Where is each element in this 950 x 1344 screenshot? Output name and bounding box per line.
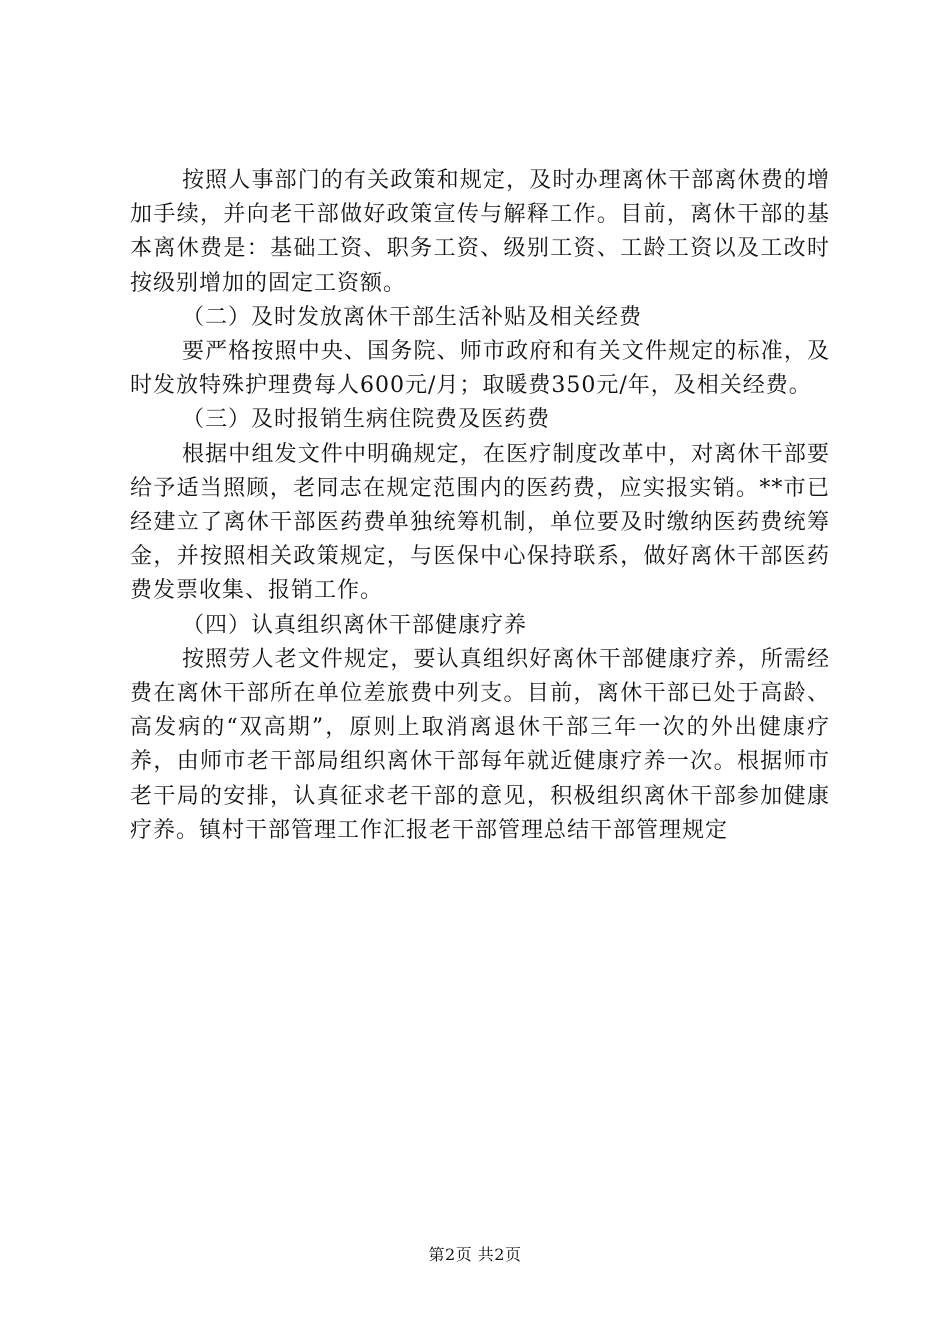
document-body	[130, 164, 830, 848]
paragraph-medical-reimbursement: 根据中组发文件中明确规定，在医疗制度改革中，对离休干部要给予适当照顾，老同志在规定范围内的医药费，应实报实销。**市已经建立了离休干部医药费单独统筹机制，单位要及时缴纳医药费统筹金，并按照相关政策规定，与医保中心保持联系，做好离休干部医药费发票收集、报销工作。	[130, 441, 830, 604]
section-heading-4: （四）认真组织离休干部健康疗养	[182, 612, 528, 638]
paragraph-retirement-fee: 按照人事部门的有关政策和规定，及时办理离休干部离休费的增加手续，并向老干部做好政策宣传与解释工作。目前，离休干部的基本离休费是：基础工资、职务工资、级别工资、工龄工资以及工改时按级别增加的固定工资额。	[130, 168, 830, 296]
page-footer: 第2页 共2页	[428, 1245, 522, 1264]
paragraph-living-subsidy: 要严格按照中央、国务院、师市政府和有关文件规定的标准，及时发放特殊护理费每人600元/月；取暖费350元/年，及相关经费。	[130, 339, 830, 399]
section-heading-2: （二）及时发放离休干部生活补贴及相关经费	[182, 304, 643, 330]
paragraph-health-recuperation: 按照劳人老文件规定，要认真组织好离休干部健康疗养，所需经费在离休干部所在单位差旅费中列支。目前，离休干部已处于高龄、高发病的“双高期”，原则上取消离退休干部三年一次的外出健康疗养，由师市老干部局组织离休干部每年就近健康疗养一次。根据师市老干局的安排，认真征求老干部的意见，积极组织离休干部参加健康疗养。镇村干部管理工作汇报老干部管理总结干部管理规定	[130, 646, 830, 843]
section-heading-3: （三）及时报销生病住院费及医药费	[182, 407, 551, 433]
